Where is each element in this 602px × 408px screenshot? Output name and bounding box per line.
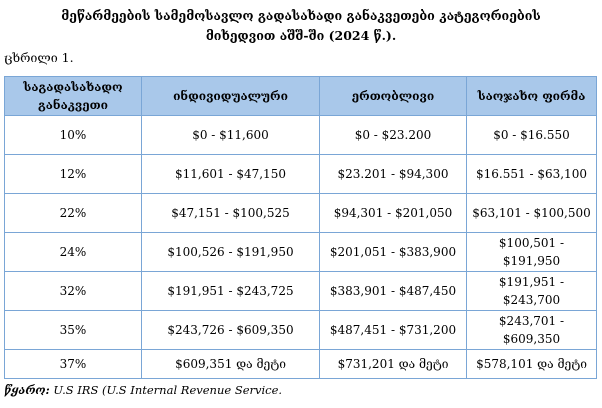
table-row xyxy=(5,116,597,155)
cell-joint: $0 - $23.200 xyxy=(320,116,467,155)
cell-rate: 10% xyxy=(5,116,142,155)
cell-partnership: $100,501 - $191,950 xyxy=(467,233,597,272)
table-header-row xyxy=(5,77,597,116)
table-row xyxy=(5,350,597,379)
title-line-2: მიხედვით აშშ-ში (2024 წ.). xyxy=(205,28,397,43)
header-partnership: საოჯახო ფირმა xyxy=(467,77,597,116)
cell-rate: 37% xyxy=(5,350,142,379)
cell-partnership: $191,951 - $243,700 xyxy=(467,272,597,311)
table-caption: ცხრილი 1. xyxy=(4,50,74,65)
cell-joint: $94,301 - $201,050 xyxy=(320,194,467,233)
title-line-1: მეწარმეების სამემოსავლო გადასახადი განაკვეთები კატეგორიების xyxy=(61,8,541,23)
cell-partnership: $0 - $16.550 xyxy=(467,116,597,155)
cell-individual: $11,601 - $47,150 xyxy=(142,155,320,194)
cell-partnership: $578,101 და მეტი xyxy=(467,350,597,379)
cell-joint: $731,201 და მეტი xyxy=(320,350,467,379)
cell-individual: $609,351 და მეტი xyxy=(142,350,320,379)
cell-partnership: $16.551 - $63,100 xyxy=(467,155,597,194)
source-text: U.S IRS (U.S Internal Revenue Service. xyxy=(49,383,283,397)
table-row xyxy=(5,272,597,311)
document-title xyxy=(0,6,602,46)
cell-joint: $383,901 - $487,450 xyxy=(320,272,467,311)
table-row xyxy=(5,311,597,350)
cell-partnership: $63,101 - $100,500 xyxy=(467,194,597,233)
table-row xyxy=(5,194,597,233)
cell-rate: 35% xyxy=(5,311,142,350)
table-row xyxy=(5,155,597,194)
cell-rate: 12% xyxy=(5,155,142,194)
header-individual: ინდივიდუალური xyxy=(142,77,320,116)
cell-rate: 22% xyxy=(5,194,142,233)
cell-individual: $47,151 - $100,525 xyxy=(142,194,320,233)
cell-rate: 24% xyxy=(5,233,142,272)
header-joint: ერთობლივი xyxy=(320,77,467,116)
cell-individual: $100,526 - $191,950 xyxy=(142,233,320,272)
tax-brackets-table xyxy=(4,76,597,379)
source-note xyxy=(4,383,282,397)
source-label: წყარო: xyxy=(4,383,50,397)
cell-individual: $191,951 - $243,725 xyxy=(142,272,320,311)
cell-partnership: $243,701 - $609,350 xyxy=(467,311,597,350)
cell-joint: $201,051 - $383,900 xyxy=(320,233,467,272)
cell-individual: $243,726 - $609,350 xyxy=(142,311,320,350)
cell-individual: $0 - $11,600 xyxy=(142,116,320,155)
cell-joint: $23.201 - $94,300 xyxy=(320,155,467,194)
cell-rate: 32% xyxy=(5,272,142,311)
cell-joint: $487,451 - $731,200 xyxy=(320,311,467,350)
table-row xyxy=(5,233,597,272)
header-rate: საგადასახადო განაკვეთი xyxy=(5,77,142,116)
